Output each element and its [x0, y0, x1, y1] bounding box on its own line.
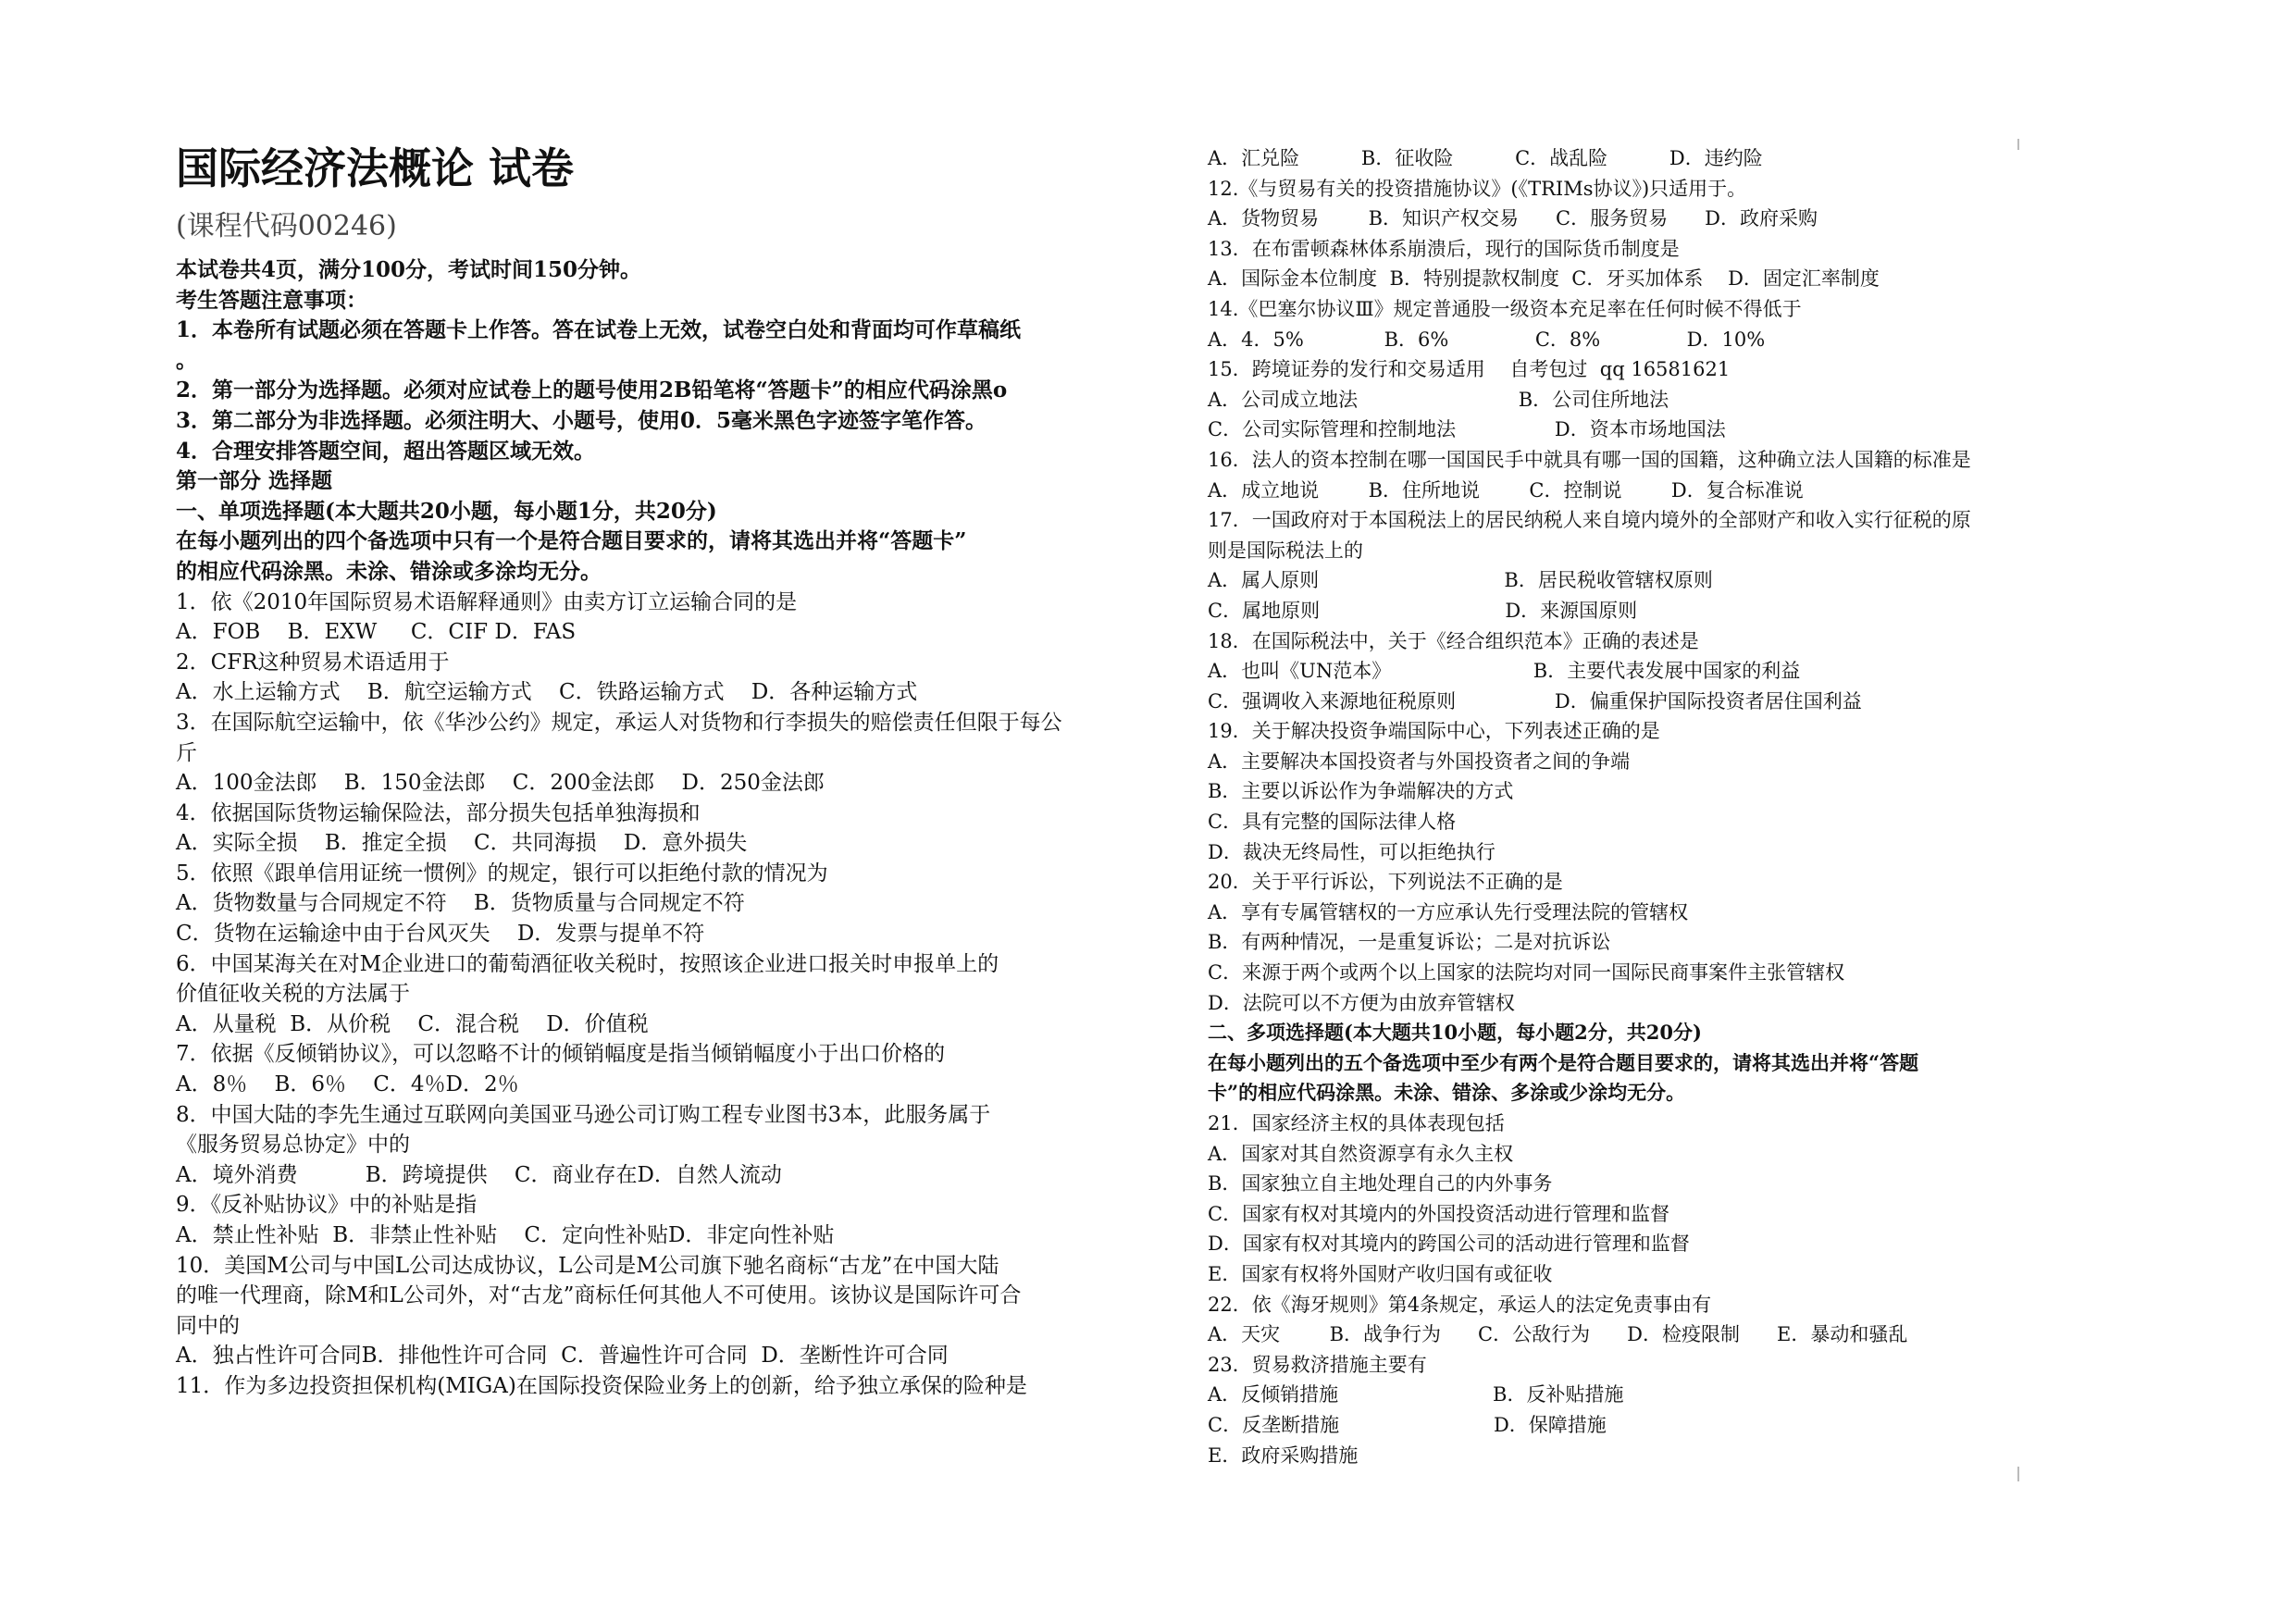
right-line: 20．关于平行诉讼，下列说法不正确的是 [1208, 871, 1563, 894]
left-line: 4．合理安排答题空间，超出答题区域无效。 [176, 438, 596, 464]
page-title: 国际经济法概论 试卷 [176, 143, 575, 193]
left-line: 的唯一代理商，除M和L公司外，对“古龙”商标任何其他人不可使用。该协议是国际许可合 [176, 1283, 1022, 1308]
left-line: 5．依照《跟单信用证统一惯例》的规定，银行可以拒绝付款的情况为 [176, 861, 828, 886]
right-line: E．国家有权将外国财产收归国有或征收 [1208, 1262, 1553, 1285]
right-line: A．国家对其自然资源享有永久主权 [1208, 1142, 1514, 1165]
left-line: A．境外消费 B．跨境提供 C．商业存在D．自然人流动 [176, 1162, 782, 1187]
left-line: 10．美国M公司与中国L公司达成协议，L公司是M公司旗下驰名商标“古龙”在中国大陆 [176, 1253, 999, 1278]
right-line: 21．国家经济主权的具体表现包括 [1208, 1112, 1505, 1134]
left-line: 本试卷共4页，满分100分，考试时间150分钟。 [176, 257, 642, 282]
right-column [1208, 143, 2027, 1470]
left-line: A．8％ B．6％ C．4％D．2％ [176, 1072, 519, 1097]
left-line: A．独占性许可合同B．排他性许可合同 C．普遍性许可合同 D．垄断性许可合同 [176, 1344, 949, 1369]
right-line: 23．贸易救济措施主要有 [1208, 1353, 1427, 1376]
right-line: C．强调收入来源地征税原则 D．偏重保护国际投资者居住国利益 [1208, 689, 1862, 712]
left-line: 2．第一部分为选择题。必须对应试卷上的题号使用2B铅笔将“答题卡”的相应代码涂黑o [176, 378, 1008, 403]
crop-mark-bottom [2017, 1467, 2019, 1481]
right-line: 16．法人的资本控制在哪一国国民手中就具有哪一国的国籍，这种确立法人国籍的标准是 [1208, 448, 1971, 471]
right-line: A．主要解决本国投资者与外国投资者之间的争端 [1208, 750, 1631, 773]
right-line: 22．依《海牙规则》第4条规定，承运人的法定免责事由有 [1208, 1293, 1712, 1316]
right-line: 14.《巴塞尔协议Ⅲ》规定普通股一级资本充足率在任何时候不得低于 [1208, 297, 1802, 320]
left-line: A．从量税 B．从价税 C．混合税 D．价值税 [176, 1011, 649, 1036]
right-line: 12.《与贸易有关的投资措施协议》(《TRIMs协议》)只适用于。 [1208, 177, 1747, 200]
right-line: A．国际金本位制度 B．特别提款权制度 C．牙买加体系 D．固定汇率制度 [1208, 267, 1880, 291]
right-line: C．反垄断措施 D．保障措施 [1208, 1413, 1607, 1436]
right-line: 卡”的相应代码涂黑。未涂、错涂、多涂或少涂均无分。 [1208, 1081, 1686, 1105]
left-line: 8．中国大陆的李先生通过互联网向美国亚马逊公司订购工程专业图书3本，此服务属于 [176, 1102, 991, 1127]
left-column [176, 139, 1138, 1402]
left-line: 3．在国际航空运输中，依《华沙公约》规定，承运人对货物和行李损失的赔偿责任但限于每公 [176, 710, 1062, 735]
right-line: D．法院可以不方便为由放弃管辖权 [1208, 991, 1515, 1014]
right-line: 15．跨境证券的发行和交易适用 自考包过 qq 16581621 [1208, 358, 1731, 381]
right-line: 18．在国际税法中，关于《经合组织范本》正确的表述是 [1208, 629, 1699, 652]
right-line: A．享有专属管辖权的一方应承认先行受理法院的管辖权 [1208, 900, 1689, 923]
left-line: A．禁止性补贴 B．非禁止性补贴 C．定向性补贴D．非定向性补贴 [176, 1223, 835, 1247]
left-line: 《服务贸易总协定》中的 [176, 1133, 410, 1158]
right-line: 19．关于解决投资争端国际中心，下列表述正确的是 [1208, 720, 1660, 743]
right-line: A．公司成立地法 B．公司住所地法 [1208, 388, 1669, 411]
left-lines [176, 255, 1138, 1402]
right-line: A．天灾 B．战争行为 C．公敌行为 D．检疫限制 E．暴动和骚乱 [1208, 1323, 1908, 1346]
right-line: A．成立地说 B．住所地说 C．控制说 D．复合标准说 [1208, 478, 1804, 502]
left-line: 第一部分 选择题 [176, 468, 333, 494]
left-line: 同中的 [176, 1313, 240, 1338]
right-line: B．国家独立自主地处理自己的内外事务 [1208, 1172, 1553, 1196]
right-line: A．属人原则 B．居民税收管辖权原则 [1208, 569, 1713, 592]
left-line: 价值征收关税的方法属于 [176, 982, 410, 1007]
left-line: 考生答题注意事项： [176, 287, 367, 313]
left-line: 4．依据国际货物运输保险法，部分损失包括单独海损和 [176, 800, 701, 825]
right-line: E．政府采购措施 [1208, 1443, 1359, 1467]
left-line: 11．作为多边投资担保机构(MIGA)在国际投资保险业务上的创新，给予独立承保的险种是 [176, 1373, 1027, 1398]
left-line: 。 [176, 347, 197, 373]
crop-mark-top [2017, 139, 2019, 150]
right-line: A．4．5% B．6% C．8% D．10% [1208, 328, 1766, 351]
right-line: 17．一国政府对于本国税法上的居民纳税人来自境内境外的全部财产和收入实行征税的原 [1208, 509, 1971, 532]
right-line: 则是国际税法上的 [1208, 539, 1363, 562]
right-line: C．国家有权对其境内的外国投资活动进行管理和监督 [1208, 1202, 1670, 1225]
left-line: A．100金法郎 B．150金法郎 C．200金法郎 D．250金法郎 [176, 771, 825, 796]
left-line: 7．依据《反倾销协议》，可以忽略不计的倾销幅度是指当倾销幅度小于出口价格的 [176, 1042, 946, 1067]
left-line: A．实际全损 B．推定全损 C．共同海损 D．意外损失 [176, 831, 748, 856]
right-line: C．公司实际管理和控制地法 D．资本市场地国法 [1208, 418, 1726, 441]
left-line: 2．CFR这种贸易术语适用于 [176, 650, 450, 675]
right-line: D．裁决无终局性，可以拒绝执行 [1208, 840, 1496, 863]
left-line: 在每小题列出的四个备选项中只有一个是符合题目要求的，请将其选出并将“答题卡” [176, 528, 967, 554]
right-line: D．国家有权对其境内的跨国公司的活动进行管理和监督 [1208, 1233, 1690, 1256]
left-line: 一、单项选择题(本大题共20小题，每小题1分，共20分) [176, 498, 717, 524]
left-line: 的相应代码涂黑。未涂、错涂或多涂均无分。 [176, 558, 602, 584]
left-line: 1．本卷所有试题必须在答题卡上作答。答在试卷上无效，试卷空白处和背面均可作草稿纸 [176, 317, 1022, 343]
right-line: B．有两种情况，一是重复诉讼；二是对抗诉讼 [1208, 931, 1611, 954]
right-line: C．具有完整的国际法律人格 [1208, 811, 1457, 834]
right-line: C．属地原则 D．来源国原则 [1208, 599, 1638, 622]
right-lines [1208, 143, 2027, 1470]
right-line: A．反倾销措施 B．反补贴措施 [1208, 1383, 1624, 1406]
left-line: 1．依《2010年国际贸易术语解释通则》由卖方订立运输合同的是 [176, 589, 798, 614]
right-line: A．也叫《UN范本》 B．主要代表发展中国家的利益 [1208, 660, 1801, 683]
right-line: C．来源于两个或两个以上国家的法院均对同一国际民商事案件主张管辖权 [1208, 961, 1845, 985]
right-line: A．货物贸易 B．知识产权交易 C．服务贸易 D．政府采购 [1208, 207, 1818, 230]
left-line: 6．中国某海关在对M企业进口的葡萄酒征收关税时，按照该企业进口报关时申报单上的 [176, 951, 999, 976]
left-line: C．货物在运输途中由于台风灭失 D．发票与提单不符 [176, 922, 705, 947]
right-line: B．主要以诉讼作为争端解决的方式 [1208, 780, 1514, 803]
right-line: 二、多项选择题(本大题共10小题，每小题2分，共20分) [1208, 1021, 1702, 1045]
left-line: A．水上运输方式 B．航空运输方式 C．铁路运输方式 D．各种运输方式 [176, 680, 918, 705]
right-line: A．汇兑险 B．征收险 C．战乱险 D．违约险 [1208, 147, 1763, 169]
left-line: 斤 [176, 740, 197, 765]
right-line: 在每小题列出的五个备选项中至少有两个是符合题目要求的，请将其选出并将“答题 [1208, 1050, 1919, 1074]
left-line: 9．《反补贴协议》中的补贴是指 [176, 1193, 478, 1218]
course-code: (课程代码00246) [176, 210, 397, 242]
left-line: A．货物数量与合同规定不符 B．货物质量与合同规定不符 [176, 891, 745, 916]
left-line: 3．第二部分为非选择题。必须注明大、小题号，使用0．5毫米黑色字迹签字笔作答。 [176, 407, 987, 433]
left-line: A．FOB B．EXW C．CIF D．FAS [176, 620, 577, 645]
right-line: 13．在布雷顿森林体系崩溃后，现行的国际货币制度是 [1208, 237, 1680, 260]
